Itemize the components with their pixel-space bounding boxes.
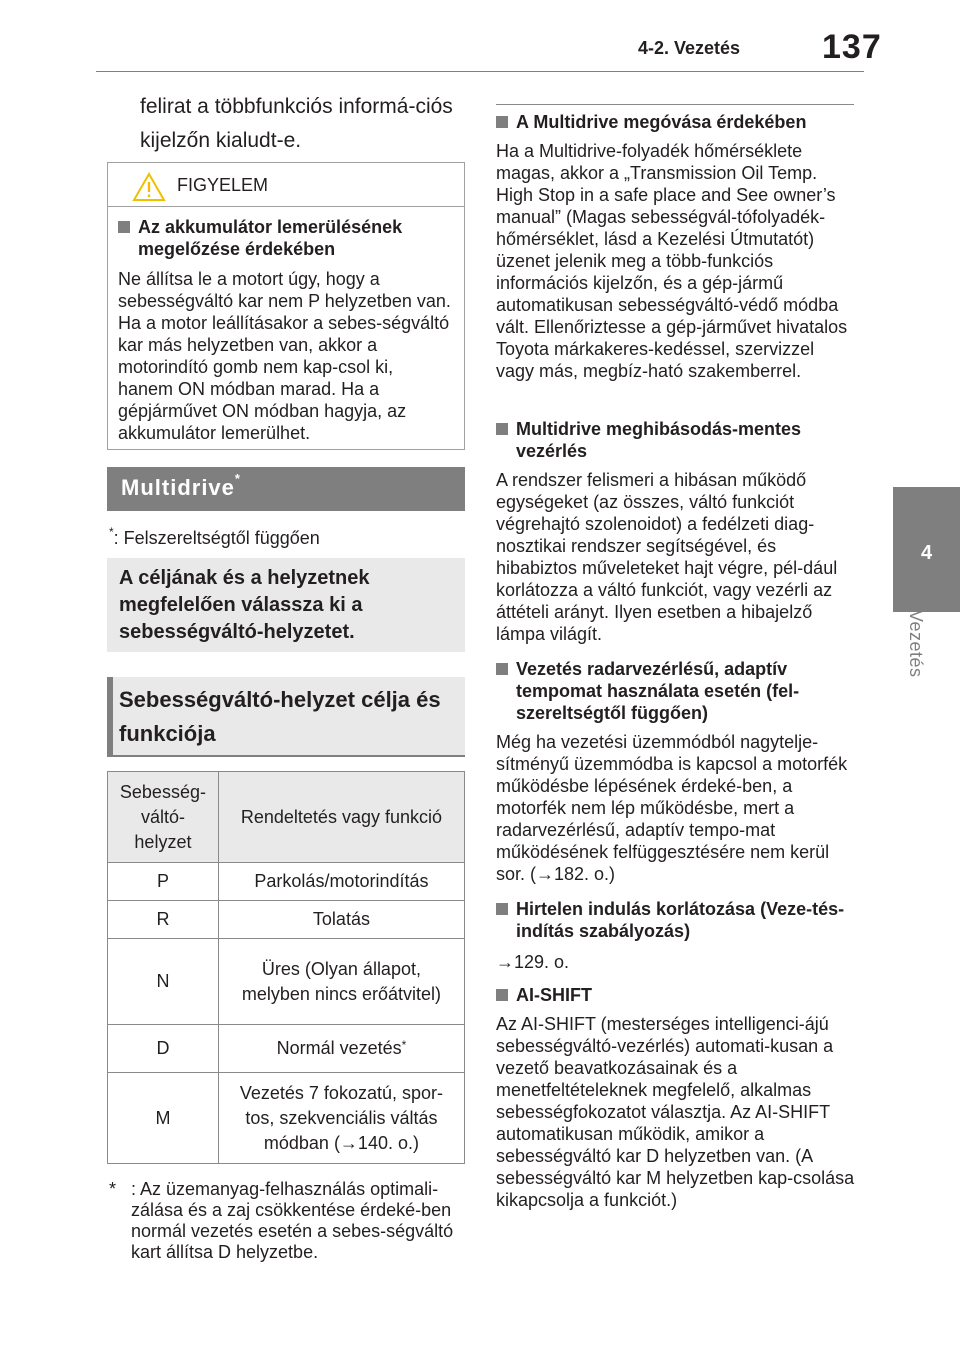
table-cell-function-text: Normál vezetés	[276, 1038, 402, 1058]
table-cell-position: R	[108, 901, 219, 939]
chapter-number: 4	[920, 542, 933, 564]
section-heading-text: Hirtelen indulás korlátozása (Veze-tés-indítás szabályozás)	[516, 899, 845, 941]
square-bullet-icon	[496, 903, 508, 915]
section-failsafe	[496, 418, 856, 645]
table-row	[108, 939, 465, 1025]
section-heading-text: Vezetés radarvezérlésű, adaptív tempomat használata esetén (fel-szereltségtől függően)	[516, 659, 800, 723]
section-title: 4-2. Vezetés	[638, 38, 741, 58]
section-text: Ha a Multidrive-folyadék hőmérséklete magas, akkor a „Transmission Oil Temp. High Stop in a safe place and See owner’s manual” (Magas sebességvál-tófolyadék-hőmérséklet, lásd a Kezelési Útmutatót) üzenet jelenik meg a több-funkciós információs kijelzőn, és a gép-jármű automatikusan sebességváltó-védő módba vált. Ellenőriztesse a gép-járművet hivatalos Toyota márkakeres-kedéssel, szervizzel vagy más, megbíz-ható szakemberrel.	[496, 141, 848, 381]
section-heading-text: Multidrive meghibásodás-mentes vezérlés	[516, 419, 802, 461]
caution-text: Ne állítsa le a motort úgy, hogy a sebességváltó kar nem P helyzetben van. Ha a motor leállításakor a sebes-ségváltó kar más helyzetben van, akkor a motorindító gomb nem kap-csol ki, hanem ON módban marad. Ha a gépjárművet ON módban hagyja, az akkumulátor lemerülhet.	[118, 269, 451, 443]
warning-triangle-icon	[132, 172, 166, 202]
footnote-marker: *	[401, 1038, 407, 1052]
section-heading-text: A Multidrive megóvása érdekében	[516, 112, 807, 132]
section-text: A rendszer felismeri a hibásan működő egységeket (az összes, váltó funkciót végrehajtó szolenoidot) a fedélzeti diag-nosztikai rendszer segítségével, és hibabiztos műveleteket hajt végre, pél-dául korlátozza a váltó funkciót, vagy vezérli az áttételi arányt. Ilyen esetben a hibajelző lámpa világít.	[496, 470, 838, 644]
positions-heading-text: Sebességváltó-helyzet célja és funkciója	[119, 687, 441, 746]
chapter-label-bg	[893, 612, 960, 710]
purpose-box: A céljának és a helyzetnek megfelelően válassza ki a sebességváltó-helyzetet.	[107, 558, 465, 652]
section-heading	[496, 418, 856, 462]
heading-accent-bar	[107, 677, 113, 757]
section-heading	[496, 898, 856, 942]
table-row	[108, 1025, 465, 1073]
equipment-footnote-text: : Felszereltségtől függően	[113, 528, 320, 548]
table-cell-function: Üres (Olyan állapot, melyben nincs erőátvitel)	[218, 939, 464, 1025]
section-text: Az AI-SHIFT (mesterséges intelligenci-ájú sebességváltó-vezérlés) automati-kusan a vezető beavatkozásainak és a menetfeltételeknek megfelelő, alkalmas sebességfokozatot választja. Az AI-SHIFT automatikusan működik, amikor a sebességváltó kar D helyzetben van. (A sebességváltó kar M helyzetben kap-csolása kikapcsolja a funkciót.)	[496, 1014, 855, 1210]
section-heading	[496, 111, 856, 133]
equipment-footnote	[109, 525, 320, 549]
section-radar-cruise	[496, 658, 856, 885]
intro-text: felirat a többfunkciós informá-ciós kijelzőn kialudt-e.	[140, 95, 453, 152]
section-ai-shift	[496, 984, 856, 1211]
square-bullet-icon	[496, 663, 508, 675]
square-bullet-icon	[496, 116, 508, 128]
table-row	[108, 901, 465, 939]
multidrive-heading	[107, 467, 465, 511]
footnote-marker: *	[109, 525, 114, 539]
caution-subheading	[118, 216, 452, 260]
footnote-marker: *	[109, 1179, 117, 1199]
multidrive-heading-text: Multidrive	[121, 475, 235, 500]
right-column-divider	[496, 104, 854, 105]
section-protection	[496, 111, 856, 382]
caution-header	[108, 163, 464, 207]
header-divider	[96, 71, 864, 72]
section-text: →129. o.	[496, 952, 570, 972]
section-heading	[496, 984, 856, 1006]
table-cell-function	[218, 1025, 464, 1073]
page-number: 137	[822, 28, 882, 66]
table-cell-position: M	[108, 1073, 219, 1164]
table-cell-position: D	[108, 1025, 219, 1073]
table-header-function: Rendeltetés vagy funkció	[218, 772, 464, 863]
table-cell-function: Parkolás/motorindítás	[218, 863, 464, 901]
economy-footnote	[109, 1179, 469, 1263]
table-header-position: Sebesség-váltó-helyzet	[108, 772, 219, 863]
table-cell-function: Tolatás	[218, 901, 464, 939]
table-cell-position: P	[108, 863, 219, 901]
positions-heading	[107, 677, 465, 757]
section-heading	[496, 658, 856, 724]
table-cell-position: N	[108, 939, 219, 1025]
section-text: Még ha vezetési üzemmódból nagytelje-sítményű üzemmódba is kapcsol a motorfék működésbe lépésének érdeké-ben, a motorfék nem lép működésbe, mert a radarvezérlésű, adaptív tempo-mat működésének felfüggesztésére nem kerül sor. (→182. o.)	[496, 732, 848, 884]
chapter-label: Vezetés	[906, 610, 926, 678]
caution-title: FIGYELEM	[177, 175, 269, 195]
table-row	[108, 1073, 465, 1164]
square-bullet-icon	[118, 221, 130, 233]
heading-footnote-marker: *	[234, 471, 241, 486]
caution-box	[107, 162, 465, 450]
economy-footnote-text: : Az üzemanyag-felhasználás optimali-zálása és a zaj csökkentése érdeké-ben normál vezetés esetén a sebes-ségváltó kart állítsa D helyzetbe.	[131, 1179, 454, 1262]
table-row	[108, 863, 465, 901]
square-bullet-icon	[496, 989, 508, 1001]
caution-subheading-text: Az akkumulátor lemerülésének megelőzése érdekében	[138, 217, 403, 259]
table-cell-function: Vezetés 7 fokozatú, spor-tos, szekvenciális váltás módban (→140. o.)	[218, 1073, 464, 1164]
table-header-row	[108, 772, 465, 863]
section-start-control	[496, 898, 856, 973]
gear-position-table	[107, 771, 465, 1164]
section-heading-text: AI-SHIFT	[516, 985, 592, 1005]
square-bullet-icon	[496, 423, 508, 435]
